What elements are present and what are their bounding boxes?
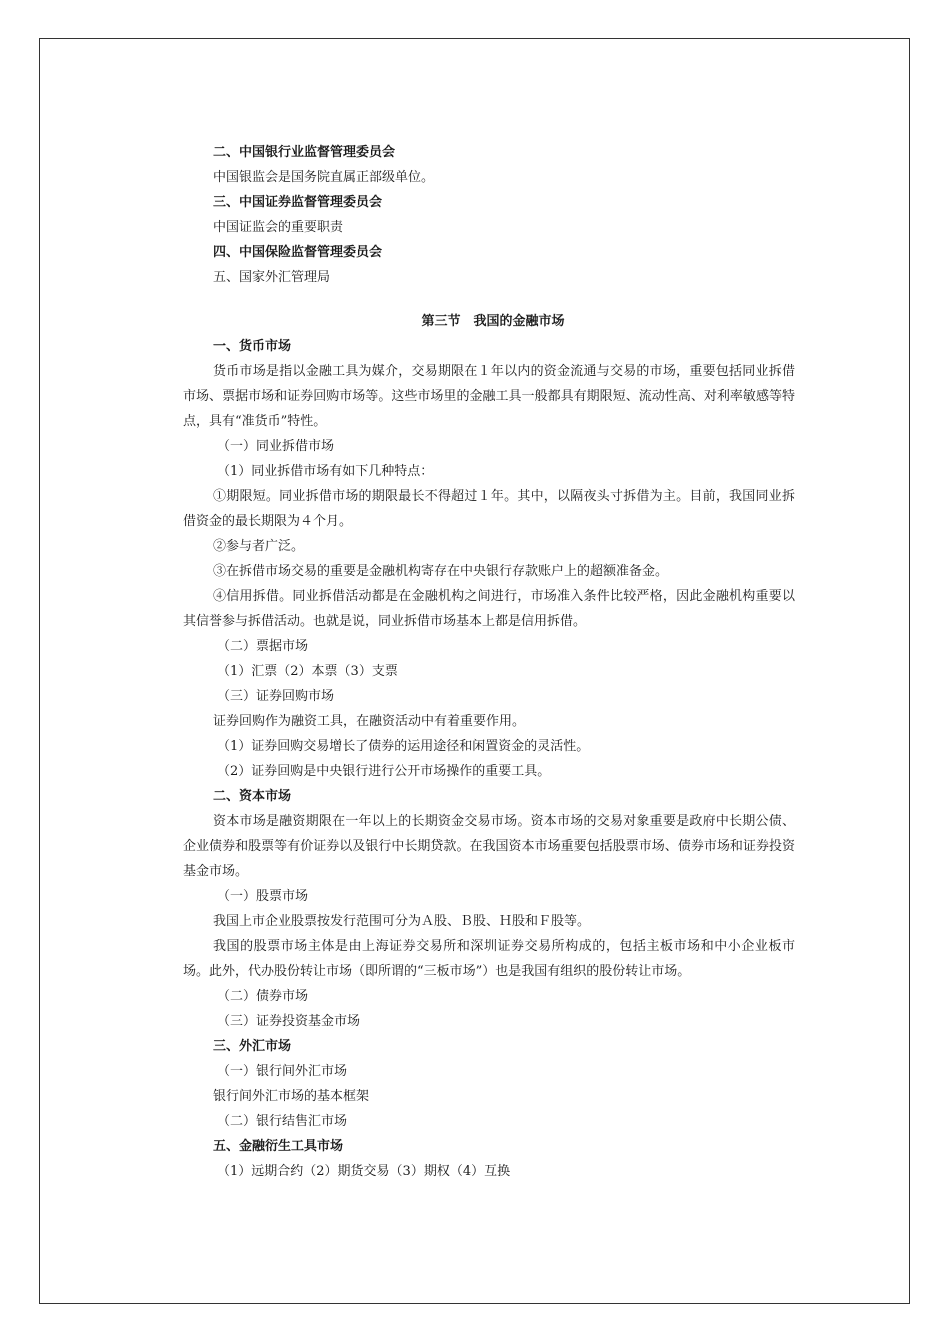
- heading-bill: （二）票据市场: [217, 639, 309, 654]
- heading-capital-market: 二、资本市场: [213, 789, 292, 804]
- paragraph-money-market: 货币市场是指以金融工具为媒介，交易期限在１年以内的资金流通与交易的市场，重要包括同业拆借市场、票据市场和证券回购市场等。这些市场里的金融工具一般都具有期限短、流动性高、对利率敏感等特点，具有“准货币”特性。: [183, 364, 795, 429]
- text-bill-types: （1）汇票（2）本票（3）支票: [217, 664, 398, 679]
- repo-point-2: （2）证券回购是中央银行进行公开市场操作的重要工具。: [217, 764, 551, 779]
- feature-4: ④信用拆借。同业拆借活动都是在金融机构之间进行，市场准入条件比较严格，因此金融机构重要以其信誉参与拆借活动。也就是说，同业拆借市场基本上都是信用拆借。: [183, 589, 795, 629]
- heading-fx-market: 三、外汇市场: [213, 1039, 292, 1054]
- text-cbrc: 中国银监会是国务院直属正部级单位。: [213, 170, 435, 185]
- heading-bank-fx: （二）银行结售汇市场: [217, 1114, 348, 1129]
- heading-csrc: 三、中国证券监督管理委员会: [213, 195, 383, 210]
- heading-derivatives: 五、金融衍生工具市场: [213, 1139, 344, 1154]
- feature-2: ②参与者广泛。: [213, 539, 305, 554]
- heading-money-market: 一、货币市场: [213, 339, 292, 354]
- text-interbank-features: （1）同业拆借市场有如下几种特点：: [217, 464, 434, 479]
- heading-repo: （三）证券回购市场: [217, 689, 335, 704]
- feature-3: ③在拆借市场交易的重要是金融机构寄存在中央银行存款账户上的超额准备金。: [213, 564, 669, 579]
- heading-circ: 四、中国保险监督管理委员会: [213, 245, 383, 260]
- spacer: [183, 290, 795, 309]
- document-body: [183, 140, 795, 1184]
- text-stock-1: 我国上市企业股票按发行范围可分为Ａ股、Ｂ股、Ｈ股和Ｆ股等。: [213, 914, 591, 929]
- text-stock-2: 我国的股票市场主体是由上海证券交易所和深圳证券交易所构成的，包括主板市场和中小企业板市场。此外，代办股份转让市场（即所谓的“三板市场”）也是我国有组织的股份转让市场。: [183, 939, 795, 979]
- repo-point-1: （1）证券回购交易增长了债券的运用途径和闲置资金的灵活性。: [217, 739, 590, 754]
- heading-safe: 五、国家外汇管理局: [213, 270, 331, 285]
- paragraph-capital-market: 资本市场是融资期限在一年以上的长期资金交易市场。资本市场的交易对象重要是政府中长期公债、企业债券和股票等有价证券以及银行中长期贷款。在我国资本市场重要包括股票市场、债券市场和证券投资基金市场。: [183, 814, 795, 879]
- feature-1: ①期限短。同业拆借市场的期限最长不得超过１年。其中，以隔夜头寸拆借为主。目前，我国同业拆借资金的最长期限为４个月。: [183, 489, 795, 529]
- heading-interbank: （一）同业拆借市场: [217, 439, 335, 454]
- text-interbank-fx: 银行间外汇市场的基本框架: [213, 1089, 370, 1104]
- text-csrc: 中国证监会的重要职责: [213, 220, 344, 235]
- section-title: 第三节 我国的金融市场: [421, 314, 565, 329]
- text-repo: 证券回购作为融资工具，在融资活动中有着重要作用。: [213, 714, 526, 729]
- heading-stock: （一）股票市场: [217, 889, 309, 904]
- heading-cbrc: 二、中国银行业监督管理委员会: [213, 145, 396, 160]
- heading-interbank-fx: （一）银行间外汇市场: [217, 1064, 348, 1079]
- text-derivatives-types: （1）远期合约（2）期货交易（3）期权（4）互换: [217, 1164, 511, 1179]
- heading-fund: （三）证券投资基金市场: [217, 1014, 361, 1029]
- heading-bond: （二）债券市场: [217, 989, 309, 1004]
